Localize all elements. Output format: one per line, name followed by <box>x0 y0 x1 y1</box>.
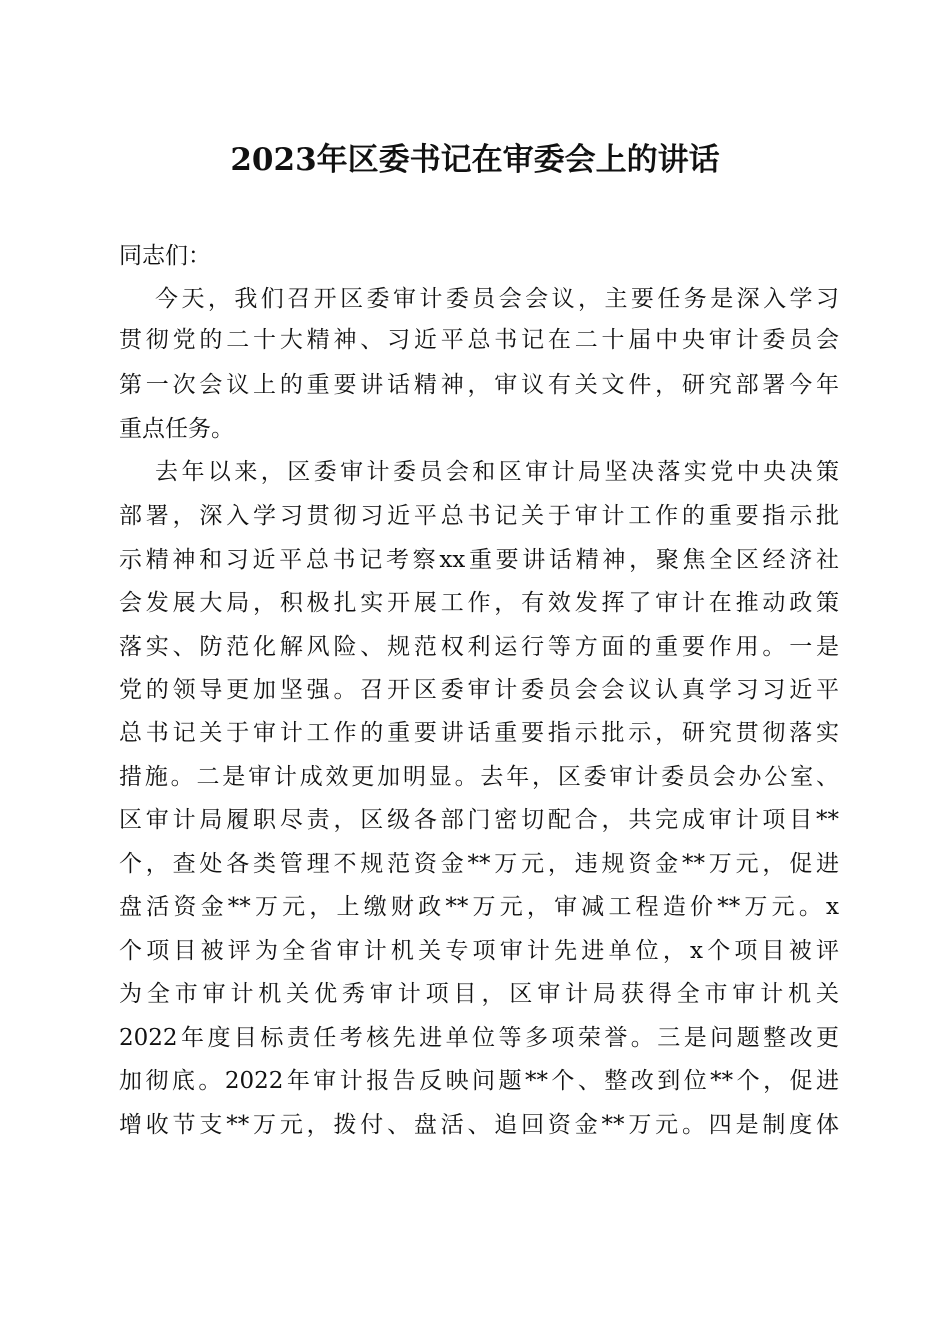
paragraph-1-line-4: 重点任务。 <box>119 416 234 442</box>
paragraph-2-line-8: 措施。二是审计成效更加明显。去年，区委审计委员会办公室、 <box>119 764 839 790</box>
document-title: 2023年区委书记在审委会上的讲话 <box>230 142 720 178</box>
salutation: 同志们： <box>119 243 211 269</box>
paragraph-2-line-1: 去年以来，区委审计委员会和区审计局坚决落实党中央决策 <box>155 459 839 485</box>
paragraph-2-line-10: 个，查处各类管理不规范资金**万元，违规资金**万元，促进 <box>119 851 839 877</box>
paragraph-2-line-9: 区审计局履职尽责，区级各部门密切配合，共完成审计项目** <box>119 807 839 833</box>
paragraph-1-line-3: 第一次会议上的重要讲话精神，审议有关文件，研究部署今年 <box>119 372 839 398</box>
paragraph-2-line-6: 党的领导更加坚强。召开区委审计委员会会议认真学习习近平 <box>119 677 839 703</box>
paragraph-2-line-4: 会发展大局，积极扎实开展工作，有效发挥了审计在推动政策 <box>119 590 839 616</box>
paragraph-2-line-13: 为全市审计机关优秀审计项目，区审计局获得全市审计机关 <box>119 981 839 1007</box>
paragraph-2-line-3: 示精神和习近平总书记考察xx重要讲话精神，聚焦全区经济社 <box>119 547 839 573</box>
paragraph-2-line-14: 2022年度目标责任考核先进单位等多项荣誉。三是问题整改更 <box>119 1025 839 1051</box>
paragraph-2-line-11: 盘活资金**万元，上缴财政**万元，审减工程造价**万元。x <box>119 894 839 920</box>
paragraph-1-line-1: 今天，我们召开区委审计委员会会议，主要任务是深入学习 <box>155 286 839 312</box>
paragraph-2-line-12: 个项目被评为全省审计机关专项审计先进单位，x个项目被评 <box>119 938 839 964</box>
paragraph-2-line-5: 落实、防范化解风险、规范权利运行等方面的重要作用。一是 <box>119 634 839 660</box>
paragraph-2-line-2: 部署，深入学习贯彻习近平总书记关于审计工作的重要指示批 <box>119 503 839 529</box>
paragraph-1-line-2: 贯彻党的二十大精神、习近平总书记在二十届中央审计委员会 <box>119 327 839 353</box>
paragraph-2-line-7: 总书记关于审计工作的重要讲话重要指示批示，研究贯彻落实 <box>119 720 839 746</box>
paragraph-2-line-15: 加彻底。2022年审计报告反映问题**个、整改到位**个，促进 <box>119 1068 839 1094</box>
paragraph-2-line-16: 增收节支**万元，拨付、盘活、追回资金**万元。四是制度体 <box>119 1112 839 1138</box>
